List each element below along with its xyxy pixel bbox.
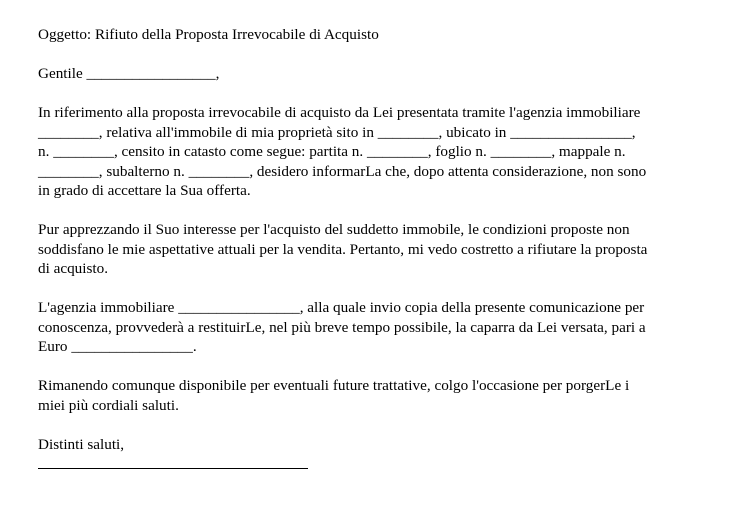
- closing-line: Distinti saluti,: [38, 435, 125, 453]
- text-line: in grado di accettare la Sua offerta.: [38, 182, 251, 199]
- paragraph-reference: [38, 103, 718, 201]
- spacer: [38, 45, 718, 65]
- signature-line: [38, 468, 308, 469]
- spacer: [38, 415, 718, 435]
- spacer: [38, 84, 718, 104]
- text-line: n. ________, censito in catasto come segue: partita n. ________, foglio n. ________, mappale n.: [38, 143, 626, 160]
- text-line: ________, subalterno n. ________, desidero informarLa che, dopo attenta considerazione, non sono: [38, 162, 647, 180]
- spacer: [38, 279, 718, 299]
- paragraph-refusal: [38, 220, 718, 279]
- paragraph-regards: [38, 376, 718, 415]
- text-line: ________, relativa all'immobile di mia proprietà sito in ________, ubicato in ________________,: [38, 123, 636, 141]
- text-line: di acquisto.: [38, 260, 109, 277]
- letter-document: [38, 25, 718, 469]
- text-line: conoscenza, provvederà a restituirLe, nel più breve tempo possibile, la caparra da Lei versata, pari a: [38, 318, 646, 336]
- text-line: miei più cordiali saluti.: [38, 396, 179, 414]
- spacer: [38, 357, 718, 377]
- text-line: Pur apprezzando il Suo interesse per l'acquisto del suddetto immobile, le condizioni proposte non: [38, 221, 630, 238]
- spacer: [38, 201, 718, 221]
- text-line: Euro ________________.: [38, 338, 197, 355]
- subject-line: Oggetto: Rifiuto della Proposta Irrevocabile di Acquisto: [38, 26, 379, 43]
- text-line: L'agenzia immobiliare ________________, alla quale invio copia della presente comunicazione per: [38, 299, 645, 316]
- text-line: soddisfano le mie aspettative attuali per la vendita. Pertanto, mi vedo costretto a rifiutare la proposta: [38, 240, 648, 258]
- paragraph-agency-refund: [38, 298, 718, 357]
- text-line: Rimanendo comunque disponibile per eventuali future trattative, colgo l'occasione per porgerLe i: [38, 377, 630, 394]
- greeting-line: Gentile _________________,: [38, 65, 220, 82]
- text-line: In riferimento alla proposta irrevocabile di acquisto da Lei presentata tramite l'agenzia immobiliare: [38, 104, 641, 121]
